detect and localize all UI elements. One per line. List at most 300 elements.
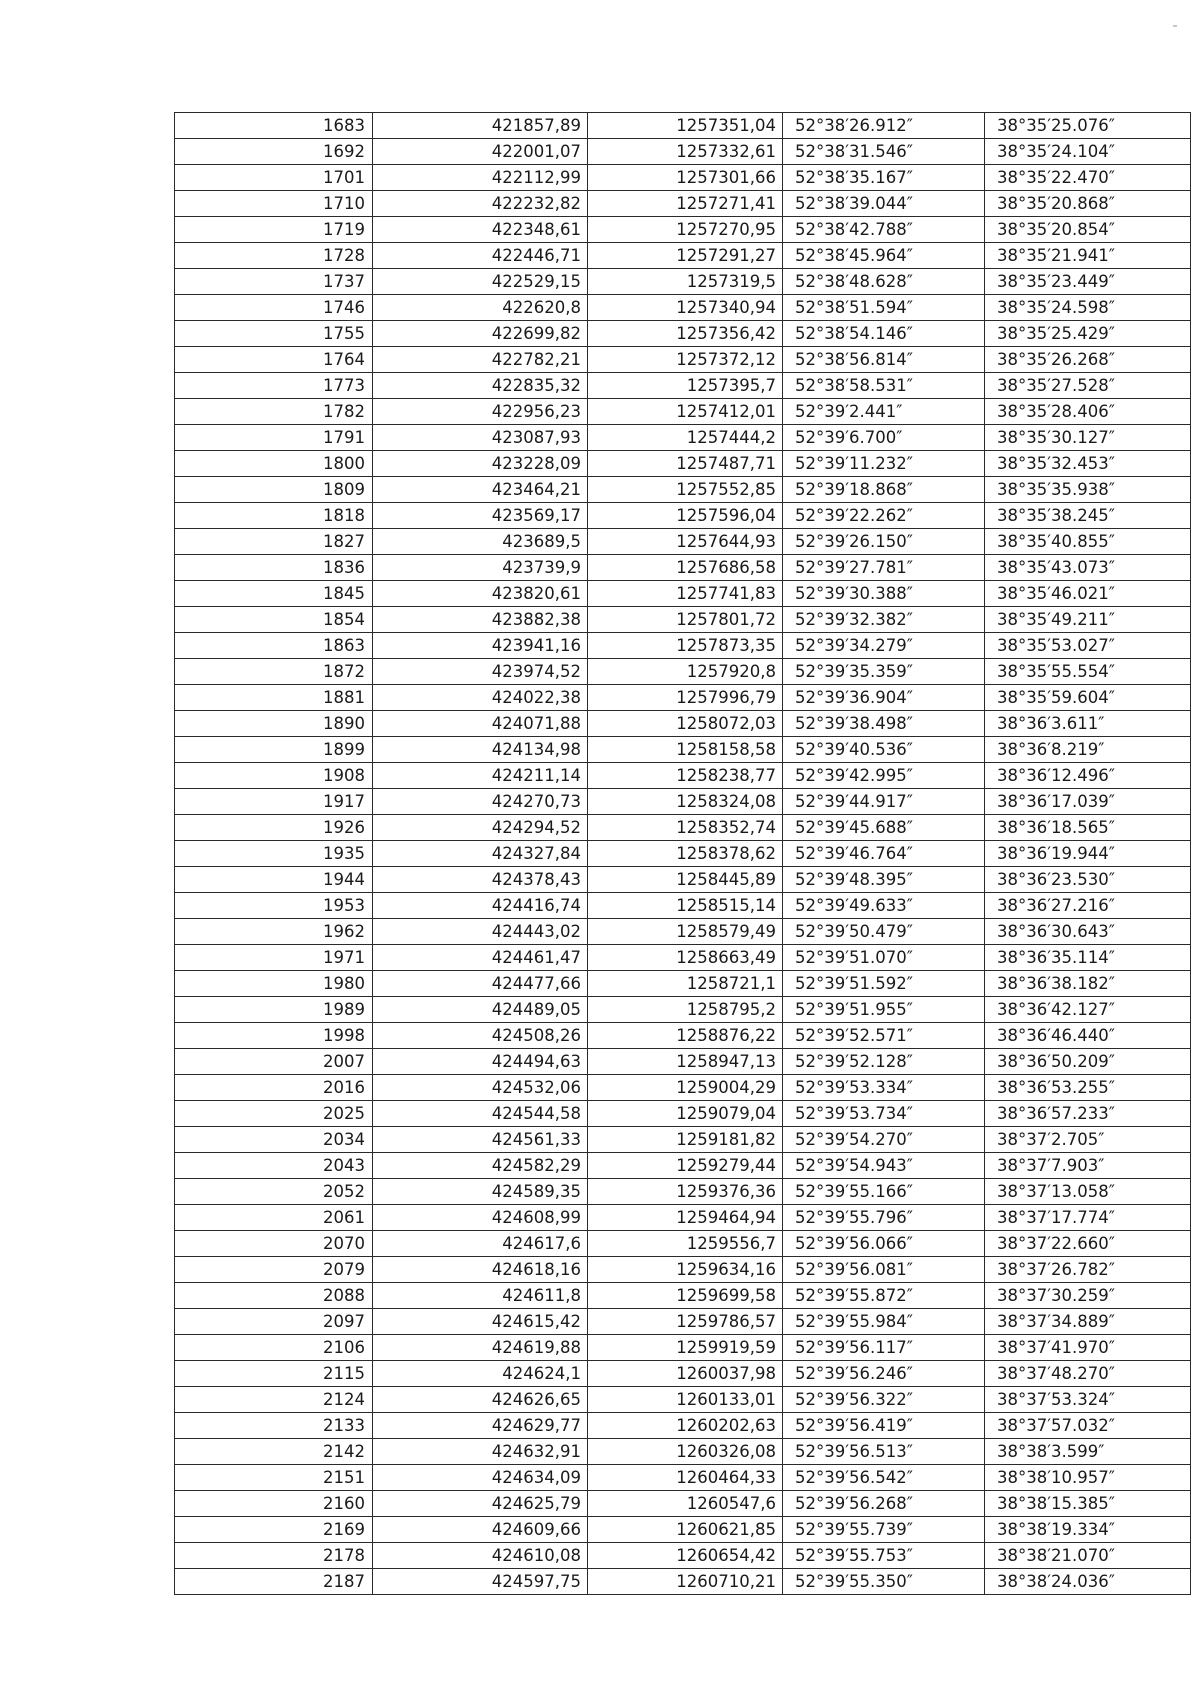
y-coordinate-cell: 1260037,98: [588, 1361, 783, 1387]
y-coordinate-cell: 1257596,04: [588, 503, 783, 529]
point-number-cell: 2106: [175, 1335, 373, 1361]
longitude-cell: 38°37′34.889″: [985, 1309, 1191, 1335]
latitude-cell: 52°39′49.633″: [783, 893, 985, 919]
point-number-cell: 1782: [175, 399, 373, 425]
latitude-cell: 52°38′26.912″: [783, 113, 985, 139]
point-number-cell: 1854: [175, 607, 373, 633]
table-row: [175, 1205, 1191, 1231]
x-coordinate-cell: 422112,99: [373, 165, 588, 191]
y-coordinate-cell: 1259004,29: [588, 1075, 783, 1101]
y-coordinate-cell: 1257487,71: [588, 451, 783, 477]
y-coordinate-cell: 1259181,82: [588, 1127, 783, 1153]
x-coordinate-cell: 424327,84: [373, 841, 588, 867]
table-row: [175, 451, 1191, 477]
x-coordinate-cell: 424561,33: [373, 1127, 588, 1153]
longitude-cell: 38°35′32.453″: [985, 451, 1191, 477]
y-coordinate-cell: 1257340,94: [588, 295, 783, 321]
y-coordinate-cell: 1257412,01: [588, 399, 783, 425]
longitude-cell: 38°35′26.268″: [985, 347, 1191, 373]
point-number-cell: 2007: [175, 1049, 373, 1075]
longitude-cell: 38°38′24.036″: [985, 1569, 1191, 1595]
latitude-cell: 52°39′44.917″: [783, 789, 985, 815]
x-coordinate-cell: 424634,09: [373, 1465, 588, 1491]
table-row: [175, 191, 1191, 217]
x-coordinate-cell: 424615,42: [373, 1309, 588, 1335]
latitude-cell: 52°38′45.964″: [783, 243, 985, 269]
longitude-cell: 38°36′46.440″: [985, 1023, 1191, 1049]
latitude-cell: 52°39′56.066″: [783, 1231, 985, 1257]
x-coordinate-cell: 424624,1: [373, 1361, 588, 1387]
longitude-cell: 38°37′13.058″: [985, 1179, 1191, 1205]
longitude-cell: 38°35′59.604″: [985, 685, 1191, 711]
table-row: [175, 1023, 1191, 1049]
coordinates-table: [174, 112, 1191, 1595]
latitude-cell: 52°38′54.146″: [783, 321, 985, 347]
latitude-cell: 52°39′53.734″: [783, 1101, 985, 1127]
point-number-cell: 1836: [175, 555, 373, 581]
latitude-cell: 52°39′27.781″: [783, 555, 985, 581]
y-coordinate-cell: 1257552,85: [588, 477, 783, 503]
table-row: [175, 139, 1191, 165]
point-number-cell: 2151: [175, 1465, 373, 1491]
latitude-cell: 52°39′56.268″: [783, 1491, 985, 1517]
y-coordinate-cell: 1258876,22: [588, 1023, 783, 1049]
x-coordinate-cell: 422348,61: [373, 217, 588, 243]
table-row: [175, 165, 1191, 191]
latitude-cell: 52°39′36.904″: [783, 685, 985, 711]
point-number-cell: 2124: [175, 1387, 373, 1413]
x-coordinate-cell: 424609,66: [373, 1517, 588, 1543]
point-number-cell: 1971: [175, 945, 373, 971]
latitude-cell: 52°38′39.044″: [783, 191, 985, 217]
y-coordinate-cell: 1257444,2: [588, 425, 783, 451]
y-coordinate-cell: 1259079,04: [588, 1101, 783, 1127]
point-number-cell: 2088: [175, 1283, 373, 1309]
y-coordinate-cell: 1258158,58: [588, 737, 783, 763]
table-row: [175, 529, 1191, 555]
y-coordinate-cell: 1258721,1: [588, 971, 783, 997]
point-number-cell: 1953: [175, 893, 373, 919]
longitude-cell: 38°38′19.334″: [985, 1517, 1191, 1543]
y-coordinate-cell: 1259919,59: [588, 1335, 783, 1361]
table-row: [175, 1439, 1191, 1465]
latitude-cell: 52°39′56.322″: [783, 1387, 985, 1413]
longitude-cell: 38°35′30.127″: [985, 425, 1191, 451]
x-coordinate-cell: 424618,16: [373, 1257, 588, 1283]
x-coordinate-cell: 424629,77: [373, 1413, 588, 1439]
latitude-cell: 52°39′55.350″: [783, 1569, 985, 1595]
point-number-cell: 2178: [175, 1543, 373, 1569]
latitude-cell: 52°39′51.955″: [783, 997, 985, 1023]
longitude-cell: 38°36′35.114″: [985, 945, 1191, 971]
latitude-cell: 52°39′55.753″: [783, 1543, 985, 1569]
x-coordinate-cell: 423739,9: [373, 555, 588, 581]
y-coordinate-cell: 1257873,35: [588, 633, 783, 659]
table-row: [175, 1283, 1191, 1309]
x-coordinate-cell: 424477,66: [373, 971, 588, 997]
longitude-cell: 38°37′17.774″: [985, 1205, 1191, 1231]
longitude-cell: 38°35′25.429″: [985, 321, 1191, 347]
longitude-cell: 38°35′20.868″: [985, 191, 1191, 217]
y-coordinate-cell: 1259634,16: [588, 1257, 783, 1283]
y-coordinate-cell: 1260547,6: [588, 1491, 783, 1517]
y-coordinate-cell: 1257372,12: [588, 347, 783, 373]
longitude-cell: 38°35′43.073″: [985, 555, 1191, 581]
table-row: [175, 945, 1191, 971]
x-coordinate-cell: 424589,35: [373, 1179, 588, 1205]
longitude-cell: 38°37′2.705″: [985, 1127, 1191, 1153]
table-row: [175, 1231, 1191, 1257]
y-coordinate-cell: 1259464,94: [588, 1205, 783, 1231]
point-number-cell: 2133: [175, 1413, 373, 1439]
y-coordinate-cell: 1257351,04: [588, 113, 783, 139]
y-coordinate-cell: 1258579,49: [588, 919, 783, 945]
y-coordinate-cell: 1257301,66: [588, 165, 783, 191]
point-number-cell: 1908: [175, 763, 373, 789]
table-row: [175, 1413, 1191, 1439]
latitude-cell: 52°39′56.246″: [783, 1361, 985, 1387]
table-row: [175, 295, 1191, 321]
y-coordinate-cell: 1259556,7: [588, 1231, 783, 1257]
x-coordinate-cell: 424582,29: [373, 1153, 588, 1179]
scan-artifact: [1173, 25, 1177, 27]
x-coordinate-cell: 423228,09: [373, 451, 588, 477]
longitude-cell: 38°36′38.182″: [985, 971, 1191, 997]
longitude-cell: 38°35′28.406″: [985, 399, 1191, 425]
table-row: [175, 1127, 1191, 1153]
latitude-cell: 52°39′40.536″: [783, 737, 985, 763]
x-coordinate-cell: 424294,52: [373, 815, 588, 841]
x-coordinate-cell: 424071,88: [373, 711, 588, 737]
latitude-cell: 52°39′6.700″: [783, 425, 985, 451]
latitude-cell: 52°38′42.788″: [783, 217, 985, 243]
table-row: [175, 1101, 1191, 1127]
x-coordinate-cell: 421857,89: [373, 113, 588, 139]
latitude-cell: 52°39′11.232″: [783, 451, 985, 477]
longitude-cell: 38°37′41.970″: [985, 1335, 1191, 1361]
longitude-cell: 38°35′27.528″: [985, 373, 1191, 399]
longitude-cell: 38°37′30.259″: [985, 1283, 1191, 1309]
y-coordinate-cell: 1258445,89: [588, 867, 783, 893]
x-coordinate-cell: 423689,5: [373, 529, 588, 555]
table-row: [175, 789, 1191, 815]
point-number-cell: 2016: [175, 1075, 373, 1101]
point-number-cell: 1791: [175, 425, 373, 451]
y-coordinate-cell: 1257270,95: [588, 217, 783, 243]
latitude-cell: 52°39′34.279″: [783, 633, 985, 659]
longitude-cell: 38°35′21.941″: [985, 243, 1191, 269]
table-row: [175, 555, 1191, 581]
table-row: [175, 321, 1191, 347]
table-row: [175, 1257, 1191, 1283]
x-coordinate-cell: 423569,17: [373, 503, 588, 529]
latitude-cell: 52°39′55.739″: [783, 1517, 985, 1543]
x-coordinate-cell: 423087,93: [373, 425, 588, 451]
y-coordinate-cell: 1257291,27: [588, 243, 783, 269]
point-number-cell: 2034: [175, 1127, 373, 1153]
table-row: [175, 815, 1191, 841]
x-coordinate-cell: 422446,71: [373, 243, 588, 269]
longitude-cell: 38°35′49.211″: [985, 607, 1191, 633]
y-coordinate-cell: 1257395,7: [588, 373, 783, 399]
latitude-cell: 52°39′2.441″: [783, 399, 985, 425]
x-coordinate-cell: 423882,38: [373, 607, 588, 633]
y-coordinate-cell: 1258795,2: [588, 997, 783, 1023]
table-row: [175, 243, 1191, 269]
x-coordinate-cell: 424508,26: [373, 1023, 588, 1049]
table-row: [175, 711, 1191, 737]
x-coordinate-cell: 422835,32: [373, 373, 588, 399]
y-coordinate-cell: 1258352,74: [588, 815, 783, 841]
x-coordinate-cell: 422232,82: [373, 191, 588, 217]
point-number-cell: 2025: [175, 1101, 373, 1127]
latitude-cell: 52°39′55.872″: [783, 1283, 985, 1309]
table-row: [175, 477, 1191, 503]
point-number-cell: 1701: [175, 165, 373, 191]
x-coordinate-cell: 424632,91: [373, 1439, 588, 1465]
longitude-cell: 38°37′53.324″: [985, 1387, 1191, 1413]
y-coordinate-cell: 1260464,33: [588, 1465, 783, 1491]
table-row: [175, 503, 1191, 529]
point-number-cell: 1935: [175, 841, 373, 867]
longitude-cell: 38°36′27.216″: [985, 893, 1191, 919]
x-coordinate-cell: 424134,98: [373, 737, 588, 763]
latitude-cell: 52°38′48.628″: [783, 269, 985, 295]
latitude-cell: 52°39′56.117″: [783, 1335, 985, 1361]
table-row: [175, 1543, 1191, 1569]
longitude-cell: 38°36′12.496″: [985, 763, 1191, 789]
latitude-cell: 52°39′54.943″: [783, 1153, 985, 1179]
y-coordinate-cell: 1257741,83: [588, 581, 783, 607]
longitude-cell: 38°36′30.643″: [985, 919, 1191, 945]
x-coordinate-cell: 424416,74: [373, 893, 588, 919]
point-number-cell: 1926: [175, 815, 373, 841]
point-number-cell: 1728: [175, 243, 373, 269]
latitude-cell: 52°39′18.868″: [783, 477, 985, 503]
y-coordinate-cell: 1257920,8: [588, 659, 783, 685]
longitude-cell: 38°36′19.944″: [985, 841, 1191, 867]
table-row: [175, 581, 1191, 607]
longitude-cell: 38°37′26.782″: [985, 1257, 1191, 1283]
table-row: [175, 1153, 1191, 1179]
table-row: [175, 1491, 1191, 1517]
latitude-cell: 52°39′30.388″: [783, 581, 985, 607]
x-coordinate-cell: 423941,16: [373, 633, 588, 659]
point-number-cell: 2070: [175, 1231, 373, 1257]
table-row: [175, 1517, 1191, 1543]
x-coordinate-cell: 424489,05: [373, 997, 588, 1023]
coordinates-table-body: [175, 113, 1191, 1595]
x-coordinate-cell: 424611,8: [373, 1283, 588, 1309]
x-coordinate-cell: 424532,06: [373, 1075, 588, 1101]
latitude-cell: 52°39′56.513″: [783, 1439, 985, 1465]
point-number-cell: 2052: [175, 1179, 373, 1205]
point-number-cell: 1989: [175, 997, 373, 1023]
y-coordinate-cell: 1258378,62: [588, 841, 783, 867]
y-coordinate-cell: 1260710,21: [588, 1569, 783, 1595]
longitude-cell: 38°38′3.599″: [985, 1439, 1191, 1465]
point-number-cell: 1764: [175, 347, 373, 373]
point-number-cell: 1737: [175, 269, 373, 295]
x-coordinate-cell: 424610,08: [373, 1543, 588, 1569]
longitude-cell: 38°35′53.027″: [985, 633, 1191, 659]
longitude-cell: 38°36′23.530″: [985, 867, 1191, 893]
latitude-cell: 52°39′55.984″: [783, 1309, 985, 1335]
y-coordinate-cell: 1260133,01: [588, 1387, 783, 1413]
point-number-cell: 1683: [175, 113, 373, 139]
table-row: [175, 1387, 1191, 1413]
point-number-cell: 1719: [175, 217, 373, 243]
longitude-cell: 38°35′38.245″: [985, 503, 1191, 529]
y-coordinate-cell: 1257996,79: [588, 685, 783, 711]
y-coordinate-cell: 1257644,93: [588, 529, 783, 555]
latitude-cell: 52°38′51.594″: [783, 295, 985, 321]
point-number-cell: 2142: [175, 1439, 373, 1465]
latitude-cell: 52°39′55.796″: [783, 1205, 985, 1231]
table-row: [175, 269, 1191, 295]
latitude-cell: 52°39′45.688″: [783, 815, 985, 841]
x-coordinate-cell: 424597,75: [373, 1569, 588, 1595]
latitude-cell: 52°39′50.479″: [783, 919, 985, 945]
latitude-cell: 52°39′32.382″: [783, 607, 985, 633]
point-number-cell: 1746: [175, 295, 373, 321]
x-coordinate-cell: 422529,15: [373, 269, 588, 295]
y-coordinate-cell: 1258238,77: [588, 763, 783, 789]
table-row: [175, 217, 1191, 243]
latitude-cell: 52°39′46.764″: [783, 841, 985, 867]
latitude-cell: 52°39′56.419″: [783, 1413, 985, 1439]
table-row: [175, 1309, 1191, 1335]
table-row: [175, 1465, 1191, 1491]
y-coordinate-cell: 1257356,42: [588, 321, 783, 347]
latitude-cell: 52°39′26.150″: [783, 529, 985, 555]
latitude-cell: 52°39′55.166″: [783, 1179, 985, 1205]
longitude-cell: 38°37′22.660″: [985, 1231, 1191, 1257]
y-coordinate-cell: 1258515,14: [588, 893, 783, 919]
longitude-cell: 38°36′53.255″: [985, 1075, 1191, 1101]
point-number-cell: 1980: [175, 971, 373, 997]
y-coordinate-cell: 1258072,03: [588, 711, 783, 737]
y-coordinate-cell: 1258324,08: [588, 789, 783, 815]
table-row: [175, 867, 1191, 893]
x-coordinate-cell: 422782,21: [373, 347, 588, 373]
point-number-cell: 2079: [175, 1257, 373, 1283]
longitude-cell: 38°35′46.021″: [985, 581, 1191, 607]
y-coordinate-cell: 1260326,08: [588, 1439, 783, 1465]
y-coordinate-cell: 1257686,58: [588, 555, 783, 581]
x-coordinate-cell: 424494,63: [373, 1049, 588, 1075]
y-coordinate-cell: 1257271,41: [588, 191, 783, 217]
latitude-cell: 52°39′42.995″: [783, 763, 985, 789]
latitude-cell: 52°39′51.070″: [783, 945, 985, 971]
y-coordinate-cell: 1260621,85: [588, 1517, 783, 1543]
point-number-cell: 1962: [175, 919, 373, 945]
table-row: [175, 425, 1191, 451]
x-coordinate-cell: 424022,38: [373, 685, 588, 711]
x-coordinate-cell: 424619,88: [373, 1335, 588, 1361]
longitude-cell: 38°35′22.470″: [985, 165, 1191, 191]
point-number-cell: 1872: [175, 659, 373, 685]
y-coordinate-cell: 1259376,36: [588, 1179, 783, 1205]
table-row: [175, 971, 1191, 997]
x-coordinate-cell: 424608,99: [373, 1205, 588, 1231]
latitude-cell: 52°39′22.262″: [783, 503, 985, 529]
point-number-cell: 1917: [175, 789, 373, 815]
latitude-cell: 52°39′56.081″: [783, 1257, 985, 1283]
latitude-cell: 52°38′35.167″: [783, 165, 985, 191]
table-row: [175, 347, 1191, 373]
table-row: [175, 919, 1191, 945]
table-row: [175, 893, 1191, 919]
latitude-cell: 52°39′56.542″: [783, 1465, 985, 1491]
point-number-cell: 1755: [175, 321, 373, 347]
x-coordinate-cell: 424270,73: [373, 789, 588, 815]
table-row: [175, 659, 1191, 685]
table-row: [175, 399, 1191, 425]
longitude-cell: 38°35′40.855″: [985, 529, 1191, 555]
latitude-cell: 52°39′48.395″: [783, 867, 985, 893]
latitude-cell: 52°39′38.498″: [783, 711, 985, 737]
longitude-cell: 38°35′24.104″: [985, 139, 1191, 165]
point-number-cell: 1863: [175, 633, 373, 659]
point-number-cell: 1809: [175, 477, 373, 503]
longitude-cell: 38°35′35.938″: [985, 477, 1191, 503]
table-row: [175, 633, 1191, 659]
y-coordinate-cell: 1257332,61: [588, 139, 783, 165]
longitude-cell: 38°35′24.598″: [985, 295, 1191, 321]
point-number-cell: 2160: [175, 1491, 373, 1517]
point-number-cell: 1881: [175, 685, 373, 711]
point-number-cell: 1773: [175, 373, 373, 399]
point-number-cell: 1998: [175, 1023, 373, 1049]
y-coordinate-cell: 1258947,13: [588, 1049, 783, 1075]
table-row: [175, 737, 1191, 763]
x-coordinate-cell: 424461,47: [373, 945, 588, 971]
point-number-cell: 1710: [175, 191, 373, 217]
table-row: [175, 373, 1191, 399]
y-coordinate-cell: 1258663,49: [588, 945, 783, 971]
x-coordinate-cell: 423464,21: [373, 477, 588, 503]
point-number-cell: 1827: [175, 529, 373, 555]
table-row: [175, 763, 1191, 789]
point-number-cell: 1899: [175, 737, 373, 763]
x-coordinate-cell: 424626,65: [373, 1387, 588, 1413]
latitude-cell: 52°39′35.359″: [783, 659, 985, 685]
table-row: [175, 1335, 1191, 1361]
x-coordinate-cell: 422001,07: [373, 139, 588, 165]
point-number-cell: 2097: [175, 1309, 373, 1335]
longitude-cell: 38°36′57.233″: [985, 1101, 1191, 1127]
y-coordinate-cell: 1259699,58: [588, 1283, 783, 1309]
y-coordinate-cell: 1257319,5: [588, 269, 783, 295]
point-number-cell: 2043: [175, 1153, 373, 1179]
latitude-cell: 52°39′52.571″: [783, 1023, 985, 1049]
latitude-cell: 52°39′51.592″: [783, 971, 985, 997]
longitude-cell: 38°36′42.127″: [985, 997, 1191, 1023]
longitude-cell: 38°37′57.032″: [985, 1413, 1191, 1439]
x-coordinate-cell: 424617,6: [373, 1231, 588, 1257]
y-coordinate-cell: 1260654,42: [588, 1543, 783, 1569]
x-coordinate-cell: 423974,52: [373, 659, 588, 685]
y-coordinate-cell: 1257801,72: [588, 607, 783, 633]
point-number-cell: 1818: [175, 503, 373, 529]
longitude-cell: 38°37′7.903″: [985, 1153, 1191, 1179]
latitude-cell: 52°39′52.128″: [783, 1049, 985, 1075]
point-number-cell: 2115: [175, 1361, 373, 1387]
point-number-cell: 1944: [175, 867, 373, 893]
latitude-cell: 52°39′53.334″: [783, 1075, 985, 1101]
table-row: [175, 685, 1191, 711]
